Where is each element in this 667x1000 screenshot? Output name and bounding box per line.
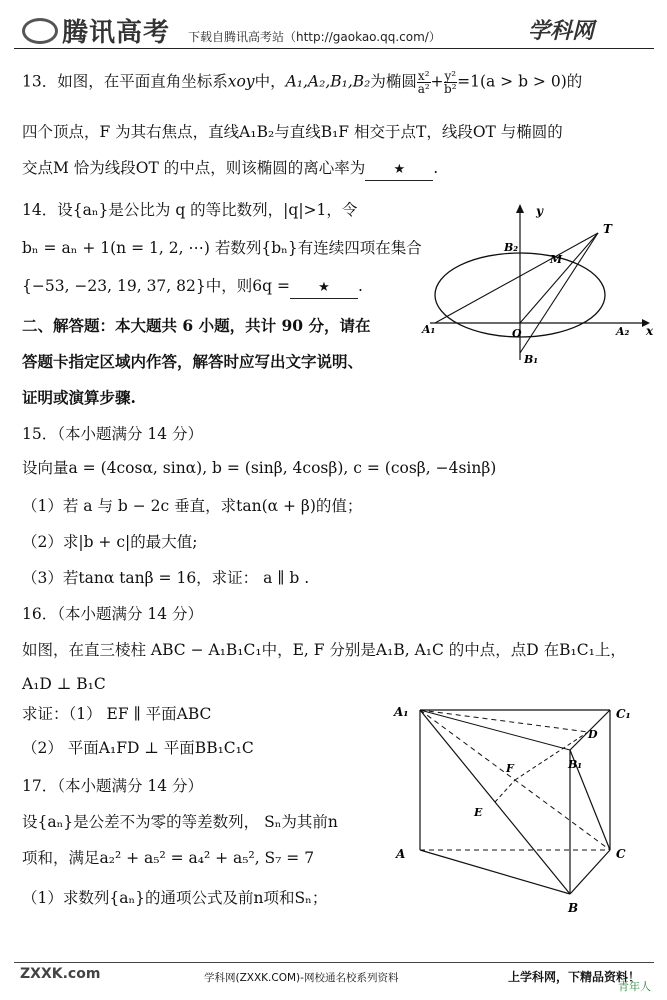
section2-line-1: 二、解答题：本大题共 6 小题，共计 90 分，请在: [22, 316, 371, 335]
label-b1: B₁: [524, 353, 539, 365]
q15-given: 设向量a = (4cosα, sinα), b = (sinβ, 4cosβ), c = (cosβ, −4sinβ): [22, 459, 497, 477]
y-axis-arrow: [516, 204, 524, 213]
edge-b-c: [570, 850, 610, 894]
label-a1: A₁: [422, 323, 436, 336]
label-a: A: [396, 847, 406, 861]
logo-icon: [22, 18, 58, 44]
segment-f-d: [515, 732, 588, 780]
q13-fraction-x: $\frac{\text{x²}}{\text{a²}}$: [417, 69, 430, 96]
q17-line-2: 项和，满足a₂² + a₅² = a₄² + a₅², S₇ = 7: [22, 849, 315, 867]
q14-line-3: {−53, −23, 19, 37, 82}中，则6q = ★ .: [22, 276, 363, 299]
section2-line-3: 证明或演算步骤.: [22, 388, 136, 407]
label-d: D: [588, 728, 598, 741]
q13-line-1: 13．如图，在平面直角坐标系xoy中，A₁,A₂,B₁,B₂为椭圆 $\frac{\text{x²}}{\text{a²}}$ + $\frac{\text{y²}}{\text{b²}}$ =1(a > b > 0)的: [22, 69, 583, 96]
q14-line-2: bₙ = aₙ + 1(n = 1, 2, ⋯) 若数列{bₙ}有连续四项在集合: [22, 239, 422, 257]
q16-proof-1: 求证：（1） EF ∥ 平面ABC: [22, 705, 212, 723]
line-o-t: [520, 233, 598, 323]
q16-line-1: 如图，在直三棱柱 ABC − A₁B₁C₁中，E, F 分别是A₁B, A₁C 的中点，点D 在B₁C₁上，: [22, 641, 626, 659]
label-e: E: [474, 806, 483, 819]
edge-a-b: [420, 850, 570, 894]
line-b1-t: [520, 233, 598, 353]
footer-brand: 青年人: [618, 980, 651, 993]
label-c: C: [616, 847, 626, 861]
q13-fraction-y: $\frac{\text{y²}}{\text{b²}}$: [444, 69, 457, 96]
tencent-gaokao-logo: 腾讯高考: [22, 12, 170, 49]
q16-line-2: A₁D ⊥ B₁C: [22, 675, 106, 693]
q13-line-2: 四个顶点，F 为其右焦点，直线A₁B₂与直线B₁F 相交于点T，线段OT 与椭圆的: [22, 123, 563, 141]
q17-part-1: （1）求数列{aₙ}的通项公式及前n项和Sₙ；: [22, 889, 328, 907]
q16-title: 16．（本小题满分 14 分）: [22, 605, 204, 623]
q15-part-1: （1）若 a 与 b − 2c 垂直，求tan(α + β)的值；: [22, 497, 363, 515]
label-y: y: [536, 204, 543, 218]
label-b: B: [568, 901, 579, 915]
q15-part-2: （2）求|b + c|的最大值;: [22, 533, 198, 551]
section2-line-2: 答题卡指定区域内作答，解答时应写出文字说明、: [22, 352, 364, 371]
zxxk-logo: ZXXK.com: [20, 966, 101, 982]
header-divider: [14, 48, 654, 49]
label-f: F: [506, 762, 514, 775]
q14-line-1: 14．设{aₙ}是公比为 q 的等比数列，|q|>1，令: [22, 201, 358, 219]
label-t: T: [603, 222, 612, 236]
q15-title: 15．（本小题满分 14 分）: [22, 425, 204, 443]
footer-source: 学科网(ZXXK.COM)-网校通名校系列资料: [204, 972, 399, 984]
q13-answer-blank: ★: [365, 158, 433, 181]
q14-answer-blank: ★: [290, 276, 358, 299]
label-m: M: [550, 253, 563, 266]
q15-part-3: （3）若tanα tanβ = 16，求证： a ∥ b .: [22, 569, 310, 587]
q17-line-1: 设{aₙ}是公差不为零的等差数列， Sₙ为其前n: [22, 813, 338, 831]
footer-slogan: 上学科网，下精品资料！: [508, 970, 641, 984]
q17-title: 17．（本小题满分 14 分）: [22, 777, 204, 795]
label-c1: C₁: [616, 707, 631, 721]
download-source: 下载自腾讯高考站（http://gaokao.qq.com/）: [188, 30, 441, 44]
label-b1: B₁: [568, 758, 583, 771]
label-a1: A₁: [394, 705, 409, 719]
edge-a1-b1: [420, 710, 570, 750]
q16-proof-2: （2） 平面A₁FD ⊥ 平面BB₁C₁C: [22, 739, 254, 757]
label-a2: A₂: [616, 325, 630, 338]
prism-figure: [392, 698, 642, 916]
xueke-logo: 学科网: [528, 19, 595, 44]
segment-e-f: [495, 780, 515, 802]
footer-divider: [14, 962, 654, 963]
label-b2: B₂: [504, 241, 519, 254]
q13-line-3: 交点M 恰为线段OT 的中点，则该椭圆的离心率为 ★ .: [22, 158, 438, 181]
label-x: x: [646, 324, 654, 338]
ellipse-figure: [420, 195, 660, 365]
label-o: O: [512, 327, 522, 340]
